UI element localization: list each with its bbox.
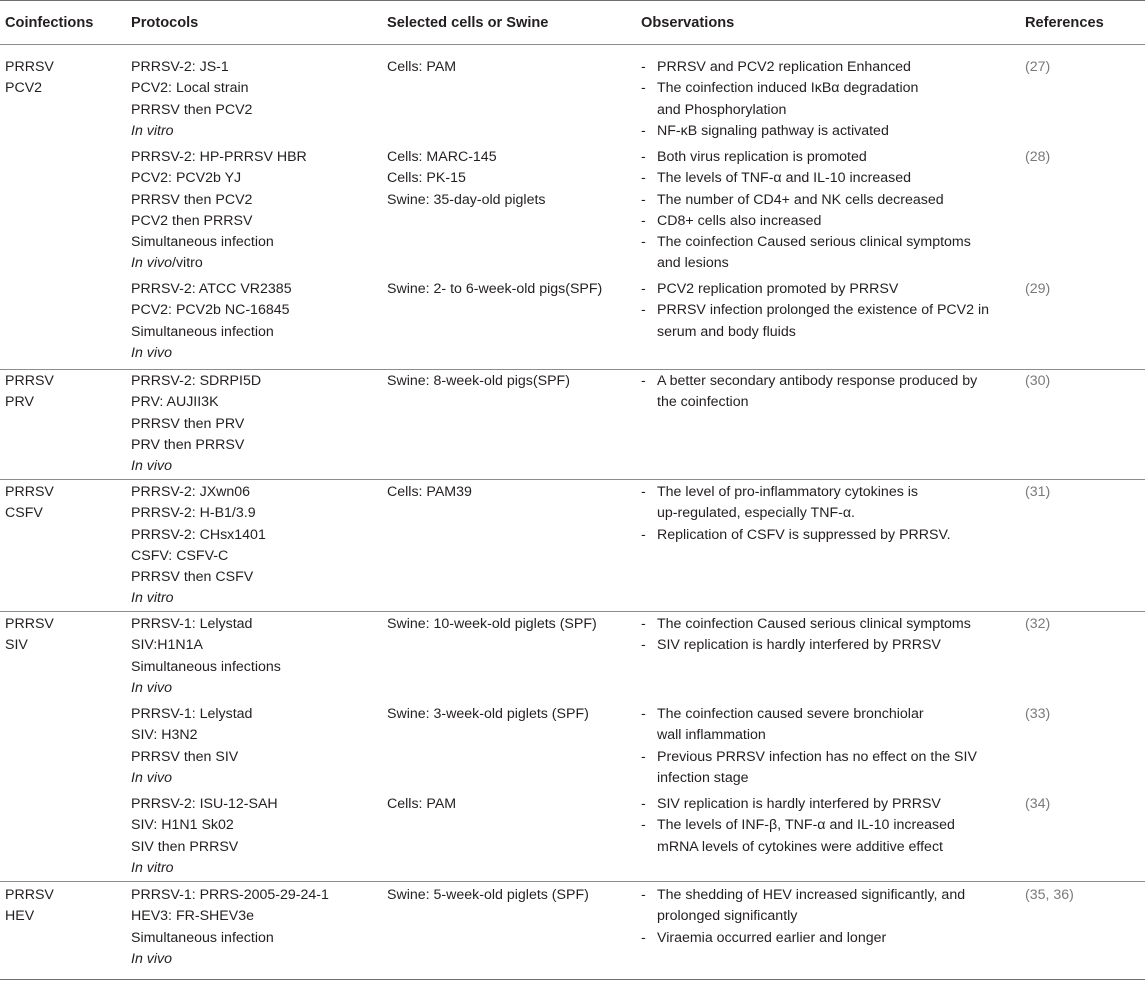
protocol-line: PCV2: PCV2b YJ xyxy=(131,170,242,187)
protocol-line: PCV2: Local strain xyxy=(131,80,249,97)
cells-line: Swine: 3-week-old piglets (SPF) xyxy=(387,706,589,722)
protocol-line: Simultaneous infection xyxy=(131,929,274,946)
protocols-cell xyxy=(131,147,376,275)
coinfection-name: PRRSV xyxy=(5,616,54,632)
cells-cell xyxy=(387,794,632,815)
header-observations: Observations xyxy=(641,15,735,31)
protocols-cell xyxy=(131,794,376,879)
protocol-line: PRRSV then PRV xyxy=(131,415,245,432)
observation-item: - Both virus replication is promoted xyxy=(641,149,867,165)
coinfection-name: PCV2 xyxy=(5,80,43,97)
protocol-line: PRV then PRRSV xyxy=(131,436,245,453)
observations-cell xyxy=(641,885,1011,949)
protocol-line: PRRSV-2: SDRPI5D xyxy=(131,373,262,389)
reference-link[interactable]: (32) xyxy=(1025,616,1051,632)
protocol-mode: In vivo/vitro xyxy=(131,255,203,272)
cells-cell xyxy=(387,704,632,725)
cells-cell xyxy=(387,279,632,300)
protocol-line: PRRSV then PCV2 xyxy=(131,101,253,118)
protocol-line: HEV3: FR-SHEV3e xyxy=(131,908,254,925)
observation-item: - Replication of CSFV is suppressed by PRRSV. xyxy=(641,526,951,543)
protocol-line: Simultaneous infection xyxy=(131,234,274,251)
protocol-line: PCV2: PCV2b NC-16845 xyxy=(131,302,290,319)
table-bottom-rule xyxy=(0,979,1145,980)
observation-item: - SIV replication is hardly interfered by PRRSV xyxy=(641,637,941,654)
protocol-line: SIV then PRRSV xyxy=(131,838,239,855)
protocols-cell xyxy=(131,704,376,789)
header-protocols: Protocols xyxy=(131,15,199,31)
protocol-mode: In vivo xyxy=(131,458,173,475)
reference-link[interactable]: (34) xyxy=(1025,796,1051,812)
cells-line: Swine: 5-week-old piglets (SPF) xyxy=(387,887,589,903)
observation-item: - The levels of TNF-α and IL-10 increased xyxy=(641,170,911,187)
protocol-line: PRRSV-2: H-B1/3.9 xyxy=(131,505,256,522)
protocols-cell xyxy=(131,371,376,477)
observations-cell xyxy=(641,704,1011,789)
protocols-cell xyxy=(131,482,376,610)
coinfection-name: SIV xyxy=(5,637,28,654)
observation-item: - The coinfection caused severe bronchiolar wall inflammation xyxy=(641,706,924,744)
protocol-line: PRRSV-2: JXwn06 xyxy=(131,484,251,500)
coinfection-name: PRRSV xyxy=(5,887,54,903)
cells-line: Swine: 8-week-old pigs(SPF) xyxy=(387,373,570,389)
protocol-mode: In vivo xyxy=(131,950,173,967)
protocol-line: PCV2 then PRRSV xyxy=(131,212,253,229)
observation-item: - PRRSV infection prolonged the existence of PCV2 in serum and body fluids xyxy=(641,302,990,340)
observations-cell xyxy=(641,482,1011,546)
observation-item: - The coinfection Caused serious clinical symptoms xyxy=(641,616,971,632)
observation-item: - The coinfection induced IκBα degradation and Phosphorylation xyxy=(641,80,919,118)
protocol-line: PRRSV then PCV2 xyxy=(131,191,253,208)
observations-cell xyxy=(641,794,1011,858)
reference-link[interactable]: (33) xyxy=(1025,706,1051,722)
header-rule xyxy=(0,44,1145,45)
cells-cell xyxy=(387,614,632,635)
group-divider xyxy=(0,369,1145,370)
observation-item: - A better secondary antibody response produced by the coinfection xyxy=(641,373,978,411)
coinfection-name: PRV xyxy=(5,394,34,411)
observations-cell xyxy=(641,279,1011,343)
protocols-cell xyxy=(131,57,376,142)
protocols-cell xyxy=(131,614,376,699)
observation-item: - PCV2 replication promoted by PRRSV xyxy=(641,281,899,297)
observations-cell xyxy=(641,614,1011,657)
protocol-line: PRRSV-2: ISU-12-SAH xyxy=(131,796,278,812)
cells-cell xyxy=(387,57,632,78)
protocol-mode: In vitro xyxy=(131,122,174,139)
protocol-line: PRRSV-1: Lelystad xyxy=(131,616,253,632)
observation-item: - PRRSV and PCV2 replication Enhanced xyxy=(641,59,911,75)
coinfection-cell xyxy=(5,614,120,657)
coinfection-name: HEV xyxy=(5,908,35,925)
coinfection-cell xyxy=(5,57,120,100)
observation-item: - Previous PRRSV infection has no effect on the SIV infection stage xyxy=(641,748,977,786)
group-divider xyxy=(0,611,1145,612)
reference-link[interactable]: (35, 36) xyxy=(1025,887,1074,903)
protocol-line: PRRSV-2: ATCC VR2385 xyxy=(131,281,292,297)
observations-cell xyxy=(641,57,1011,142)
protocol-mode: In vitro xyxy=(131,859,174,876)
protocol-line: PRV: AUJII3K xyxy=(131,394,219,411)
table-top-rule xyxy=(0,0,1145,1)
protocol-mode: In vivo xyxy=(131,679,173,696)
header-references: References xyxy=(1025,15,1104,31)
protocols-cell xyxy=(131,885,376,970)
reference-link[interactable]: (30) xyxy=(1025,373,1051,389)
coinfection-cell xyxy=(5,482,120,525)
header-coinfections: Coinfections xyxy=(5,15,94,31)
observation-item: - The level of pro-inflammatory cytokines is up-regulated, especially TNF-α. xyxy=(641,484,918,522)
protocol-line: PRRSV-1: PRRS-2005-29-24-1 xyxy=(131,887,329,903)
protocol-mode: In vitro xyxy=(131,590,174,607)
cells-line: Swine: 2- to 6-week-old pigs(SPF) xyxy=(387,281,603,297)
cells-cell xyxy=(387,371,632,392)
header-selected-cells: Selected cells or Swine xyxy=(387,15,549,31)
protocol-line: PRRSV-2: CHsx1401 xyxy=(131,526,266,543)
cells-cell xyxy=(387,147,632,211)
cells-line: Cells: MARC-145 xyxy=(387,149,497,165)
protocols-cell xyxy=(131,279,376,364)
observation-item: - SIV replication is hardly interfered by PRRSV xyxy=(641,796,941,812)
coinfection-cell xyxy=(5,371,120,414)
coinfection-name: CSFV xyxy=(5,505,43,522)
protocol-line: Simultaneous infection xyxy=(131,323,274,340)
protocol-line: PRRSV-2: JS-1 xyxy=(131,59,229,75)
protocol-mode: In vivo xyxy=(131,769,173,786)
group-divider xyxy=(0,881,1145,882)
protocol-line: PRRSV-1: Lelystad xyxy=(131,706,253,722)
observation-item: - The levels of INF-β, TNF-α and IL-10 increased mRNA levels of cytokines were additive effect xyxy=(641,817,955,855)
reference-link[interactable]: (27) xyxy=(1025,59,1051,75)
group-divider xyxy=(0,479,1145,480)
protocol-line: PRRSV then CSFV xyxy=(131,569,254,586)
observation-item: - The coinfection Caused serious clinical symptoms and lesions xyxy=(641,234,971,272)
protocol-mode: In vivo xyxy=(131,344,173,361)
protocol-line: Simultaneous infections xyxy=(131,658,281,675)
coinfection-cell xyxy=(5,885,120,928)
protocol-line: SIV: H3N2 xyxy=(131,727,198,744)
observation-item: - Viraemia occurred earlier and longer xyxy=(641,929,887,946)
cells-line: Cells: PAM xyxy=(387,796,457,812)
cells-line: Cells: PK-15 xyxy=(387,170,466,187)
cells-line: Cells: PAM39 xyxy=(387,484,472,500)
protocol-line: PRRSV then SIV xyxy=(131,748,239,765)
cells-cell xyxy=(387,482,632,503)
protocol-line: SIV:H1N1A xyxy=(131,637,204,654)
cells-line: Swine: 10-week-old piglets (SPF) xyxy=(387,616,597,632)
reference-link[interactable]: (29) xyxy=(1025,281,1051,297)
coinfection-name: PRRSV xyxy=(5,484,54,500)
reference-link[interactable]: (28) xyxy=(1025,149,1051,165)
reference-link[interactable]: (31) xyxy=(1025,484,1051,500)
observations-cell xyxy=(641,147,1011,275)
observation-item: - NF-κB signaling pathway is activated xyxy=(641,122,889,139)
observation-item: - The shedding of HEV increased significantly, and prolonged significantly xyxy=(641,887,966,925)
protocol-line: PRRSV-2: HP-PRRSV HBR xyxy=(131,149,307,165)
observation-item: - The number of CD4+ and NK cells decreased xyxy=(641,191,944,208)
coinfection-name: PRRSV xyxy=(5,373,54,389)
observations-cell xyxy=(641,371,1011,414)
protocol-line: CSFV: CSFV-C xyxy=(131,547,229,564)
protocol-line: SIV: H1N1 Sk02 xyxy=(131,817,234,834)
coinfection-name: PRRSV xyxy=(5,59,54,75)
observation-item: - CD8+ cells also increased xyxy=(641,212,822,229)
cells-cell xyxy=(387,885,632,906)
cells-line: Cells: PAM xyxy=(387,59,457,75)
cells-line: Swine: 35-day-old piglets xyxy=(387,191,546,208)
